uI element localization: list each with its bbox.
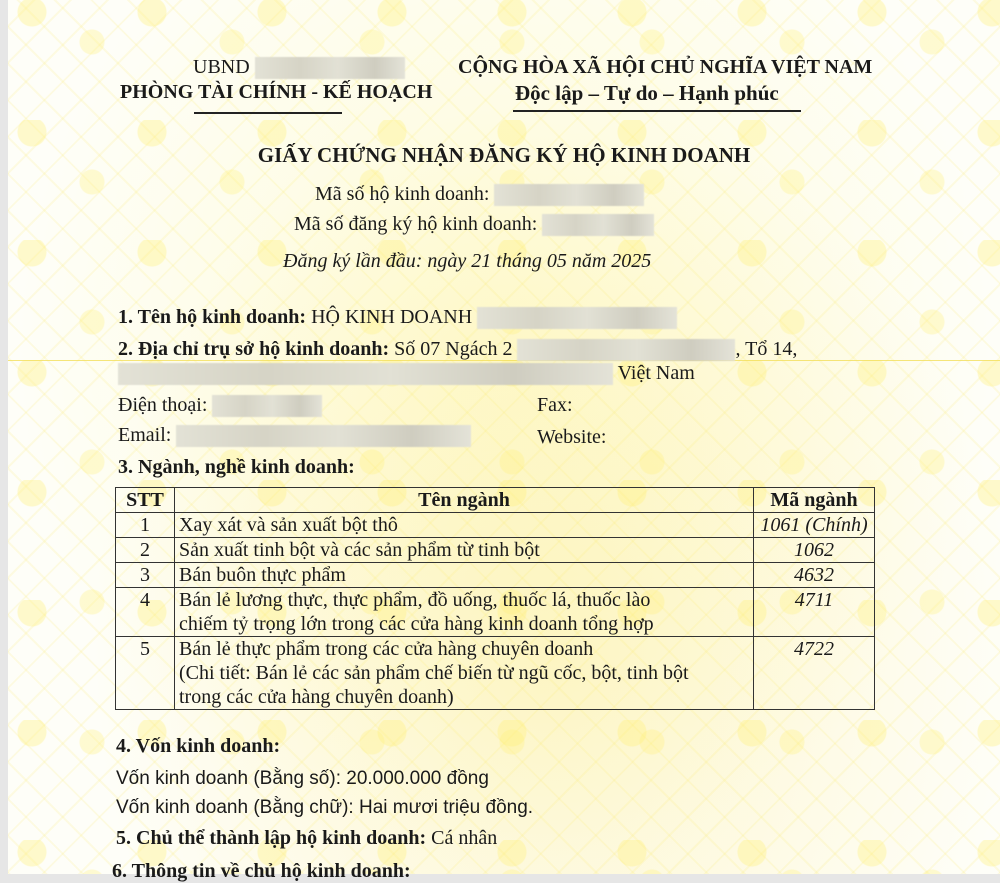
table-row [116,513,875,538]
first-registration-date: Đăng ký lần đầu: ngày 21 tháng 05 năm 2025 [283,250,652,272]
column-header-name: Tên ngành [175,488,754,513]
table-header-row [116,488,875,513]
redacted-ubnd-name [255,57,405,79]
redacted-registration-code [542,214,654,236]
capital-heading: 4. Vốn kinh doanh: [116,735,281,757]
row-code: 4632 [754,563,875,588]
fax-label: Fax: [537,394,573,416]
row-stt: 2 [116,538,175,563]
phone-line [118,394,322,417]
certificate-page [8,0,1000,882]
row-stt: 1 [116,513,175,538]
founder-type-line [116,827,497,850]
row-name-line: Bán lẻ lương thực, thực phẩm, đồ uống, thuốc lá, thuốc lào [179,589,651,611]
row-name [175,637,754,710]
row-code: 4711 [754,588,875,637]
business-lines-table [115,487,875,710]
row-name-line: chiếm tỷ trọng lớn trong các cửa hàng kinh doanh tổng hợp [179,613,654,635]
table-row [116,637,875,710]
table-row [116,563,875,588]
email-label: Email: [118,424,172,446]
row-name: Bán buôn thực phẩm [175,563,754,588]
redacted-business-code [494,184,644,206]
certificate-title: GIẤY CHỨNG NHẬN ĐĂNG KÝ HỘ KINH DOANH [257,143,751,167]
row-name: Xay xát và sản xuất bột thô [175,513,754,538]
row-name [175,588,754,637]
right-header-underline [513,110,801,112]
nation-name: CỘNG HÒA XÃ HỘI CHỦ NGHĨA VIỆT NAM [458,56,873,78]
address-line-2 [118,362,695,385]
redacted-phone [212,395,322,417]
business-lines-heading: 3. Ngành, nghề kinh doanh: [118,456,355,478]
business-name-value: HỘ KINH DOANH [311,306,473,328]
redacted-address-part1 [517,339,735,361]
table-row [116,538,875,563]
phone-label: Điện thoại: [118,394,208,416]
capital-numeric: Vốn kinh doanh (Bằng số): 20.000.000 đồng [116,768,489,789]
business-code-line [315,183,644,206]
row-name-line: trong các cửa hàng chuyên doanh) [179,686,454,708]
registration-code-line [294,213,654,236]
ubnd-line [193,56,405,79]
row-name: Sản xuất tinh bột và các sản phẩm từ tinh bột [175,538,754,563]
website-label: Website: [537,426,607,448]
column-header-stt: STT [116,488,175,513]
capital-words: Vốn kinh doanh (Bằng chữ): Hai mươi triệu đồng. [116,797,534,818]
redacted-address-part2 [118,363,613,385]
department-name: PHÒNG TÀI CHÍNH - KẾ HOẠCH [120,81,433,103]
founder-type-label: 5. Chủ thể thành lập hộ kinh doanh: [116,827,427,849]
row-stt: 3 [116,563,175,588]
section-business-name [118,306,677,329]
ubnd-label: UBND [193,56,250,78]
table-row [116,588,875,637]
business-code-label: Mã số hộ kinh doanh: [315,183,490,205]
redacted-business-name [477,307,677,329]
row-code: 4722 [754,637,875,710]
redacted-email [176,425,471,447]
left-header-underline [194,112,342,114]
founder-type-value: Cá nhân [431,827,498,849]
address-value-end: Việt Nam [617,362,695,384]
row-code: 1062 [754,538,875,563]
business-name-label: 1. Tên hộ kinh doanh: [118,306,307,328]
section-address [118,338,797,361]
address-value-start: Số 07 Ngách 2 [394,338,513,360]
row-name-line: (Chi tiết: Bán lẻ các sản phẩm chế biến từ ngũ cốc, bột, tinh bột [179,662,689,684]
row-code: 1061 (Chính) [754,513,875,538]
owner-info-heading: 6. Thông tin về chủ hộ kinh doanh: [112,860,411,882]
row-name-line: Bán lẻ thực phẩm trong các cửa hàng chuyên doanh [179,638,594,660]
email-line [118,424,471,447]
row-stt: 5 [116,637,175,710]
nation-motto: Độc lập – Tự do – Hạnh phúc [515,81,779,105]
address-value-mid: , Tổ 14, [735,338,798,360]
row-stt: 4 [116,588,175,637]
registration-code-label: Mã số đăng ký hộ kinh doanh: [294,213,538,235]
column-header-code: Mã ngành [754,488,875,513]
address-label: 2. Địa chỉ trụ sở hộ kinh doanh: [118,338,390,360]
